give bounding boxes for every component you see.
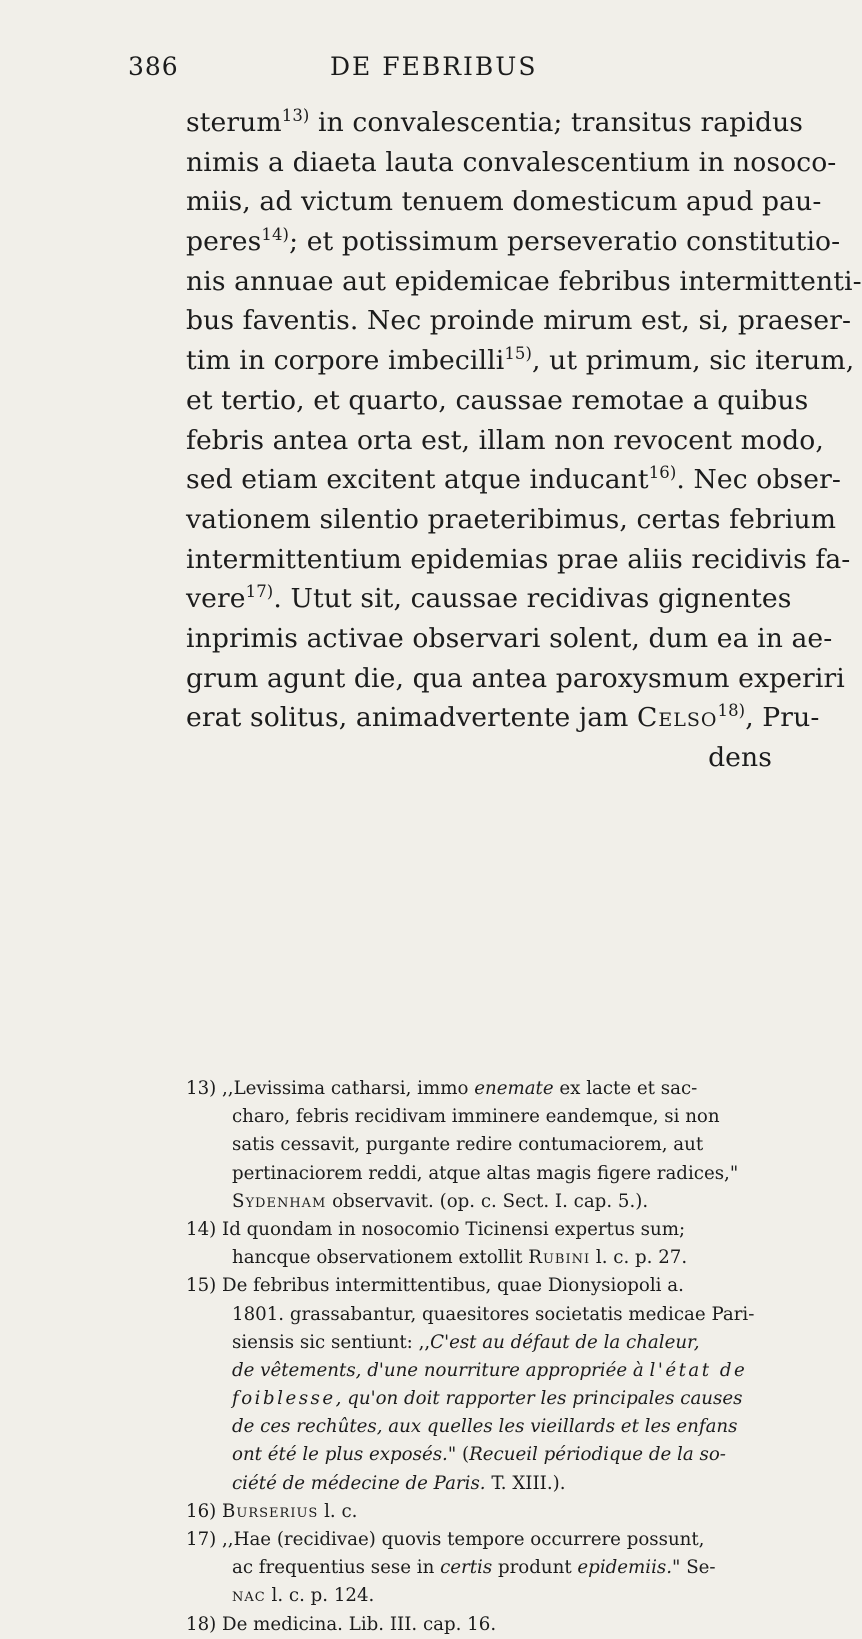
footnote-18: 18) De medicina. Lib. III. cap. 16. [186, 1613, 497, 1635]
text-line: grum agunt die, qua antea paroxysmum experiri [186, 662, 845, 694]
footnote-16: 16) Burserius l. c. [186, 1500, 358, 1522]
footnote-line: siensis sic sentiunt: ,,C'est au défaut de la chaleur, [232, 1331, 700, 1353]
text-line: tim in corpore imbecilli$^{15)}$, ut primum, sic iterum, [186, 344, 855, 377]
text-line: vere$^{17)}$. Utut sit, caussae recidivas gignentes [186, 582, 792, 615]
footnote-line: ciété de médecine de Paris. T. XIII.). [232, 1472, 566, 1494]
text-line: miis, ad victum tenuem domesticum apud pau- [186, 186, 822, 218]
footnote-ref: 17) [245, 582, 274, 602]
text-line: sed etiam excitent atque inducant$^{16)}$. Nec obser- [186, 463, 841, 496]
footnote-line: charo, febris recidivam imminere eandemque, si non [232, 1106, 720, 1128]
footnote-line: foiblesse, qu'on doit rapporter les principales causes [232, 1388, 743, 1410]
footnote-line: satis cessavit, purgante redire contumaciorem, aut [232, 1134, 704, 1156]
footnote-line: 1801. grassabantur, quaesitores societatis medicae Pari- [232, 1303, 755, 1325]
page-header [0, 52, 800, 86]
footnote-13: 13) ,,Levissima catharsi, immo enemate ex lacte et sac- [186, 1078, 698, 1099]
text-line: intermittentium epidemias prae aliis recidivis fa- [186, 543, 851, 575]
author-name: Celso [637, 702, 718, 734]
footnote-line: nac l. c. p. 124. [232, 1585, 375, 1607]
footnote-ref: 15) [504, 344, 533, 364]
footnote-14: 14) Id quondam in nosocomio Ticinensi expertus sum; [186, 1218, 686, 1240]
footnote-ref: 13) [281, 106, 310, 126]
catchword: dens [708, 742, 772, 773]
footnote-ref: 14) [261, 225, 290, 245]
footnote-15: 15) De febribus intermittentibus, quae Dionysiopoli a. [186, 1275, 684, 1297]
text-line: febris antea orta est, illam non revocent modo, [186, 424, 824, 456]
footnote-line: de vêtements, d'une nourriture appropriée à l'état de [232, 1359, 748, 1381]
text-line: erat solitus, animadvertente jam Celso$^{18)}$, Pru- [186, 701, 820, 734]
running-head: DE FEBRIBUS [330, 52, 538, 81]
footnote-line: ac frequentius sese in certis produnt epidemiis." Se- [232, 1557, 716, 1579]
text-line: nimis a diaeta lauta convalescentium in nosoco- [186, 146, 837, 178]
text-line: et tertio, et quarto, caussae remotae a quibus [186, 384, 809, 416]
text-line: inprimis activae observari solent, dum ea in ae- [186, 622, 833, 654]
footnotes [186, 1075, 782, 1639]
footnote-line: ont été le plus exposés." (Recueil périodique de la so- [232, 1444, 726, 1466]
page-number: 386 [128, 52, 179, 81]
text-line: peres$^{14)}$; et potissimum perseveratio constitutio- [186, 225, 841, 258]
footnote-line: pertinaciorem reddi, atque altas magis figere radices," [232, 1162, 739, 1184]
footnote-line: hancque observationem extollit Rubini l. c. p. 27. [232, 1247, 688, 1269]
main-text [186, 103, 862, 778]
footnote-line: Sydenham observavit. (op. c. Sect. I. cap. 5.). [232, 1190, 649, 1212]
text-line: bus faventis. Nec proinde mirum est, si, praeser- [186, 305, 852, 337]
footnote-line: de ces rechûtes, aux quelles les vieillards et les enfans [232, 1416, 738, 1438]
footnote-ref: 16) [648, 463, 677, 483]
text-line: nis annuae aut epidemicae febribus intermittenti- [186, 265, 862, 297]
text-line: sterum$^{13)}$ in convalescentia; transitus rapidus [186, 106, 804, 138]
footnote-ref: 18) [717, 701, 746, 721]
footnote-17: 17) ,,Hae (recidivae) quovis tempore occurrere possunt, [186, 1529, 705, 1550]
text-line: vationem silentio praeteribimus, certas febrium [186, 503, 837, 535]
